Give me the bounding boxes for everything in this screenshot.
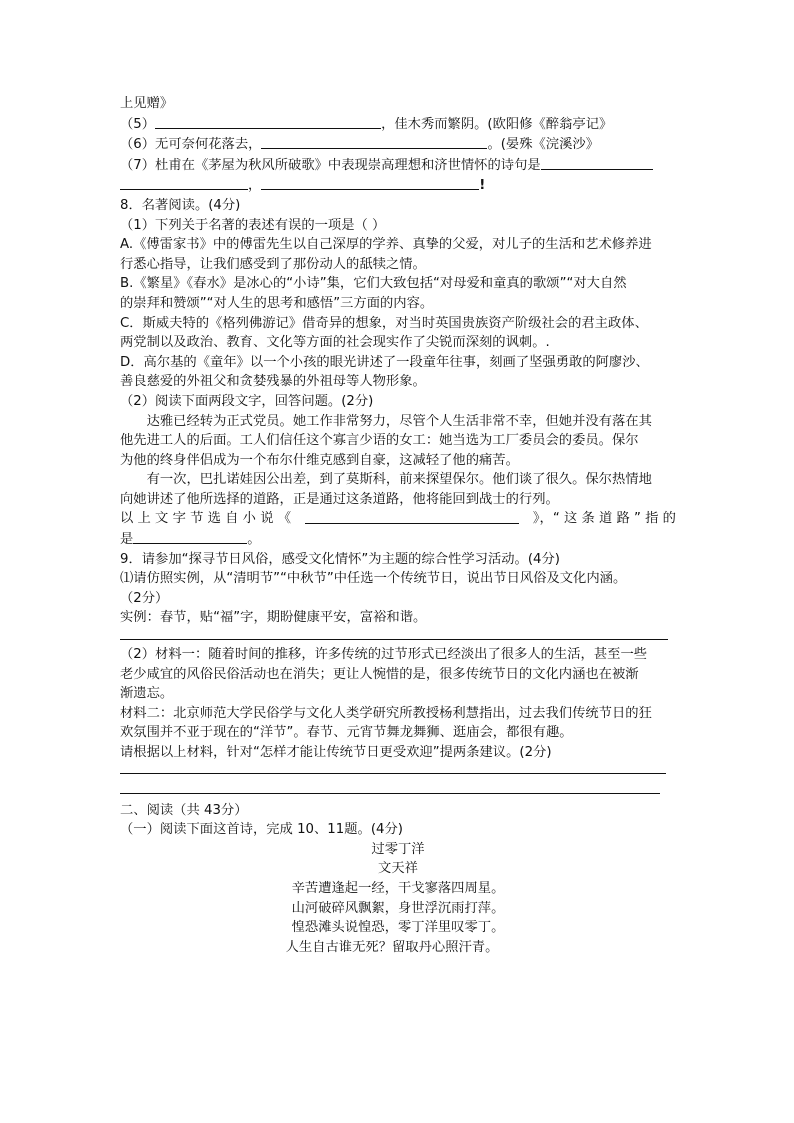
q7-item-5: （5） ，佳木秀而繁阴。(欧阳修《醉翁亭记》 — [120, 114, 676, 135]
q7-tail: 上见赠》 — [120, 96, 174, 111]
material-two-cont: 欢氛围并不亚于现在的“洋节”。春节、元宵节舞龙舞狮、逛庙会，都很有趣。 — [120, 725, 573, 741]
passage-line: 达雅已经转为正式党员。她工作非常努力，尽管个人生活非常不幸，但她并没有落在其 — [146, 413, 652, 429]
q7-item-7-cont: ， ! — [120, 175, 676, 196]
q7-item-7: （7）杜甫在《茅屋为秋风所破歌》中表现崇高理想和济世情怀的诗句是 — [120, 155, 676, 176]
poem-line: 辛苦遭逢起一经，干戈寥落四周星。 — [291, 880, 505, 896]
q9-sub1: ⑴请仿照实例，从“清明节”“中秋节”中任选一个传统节日，说出节日风俗及文化内涵。 — [120, 571, 627, 587]
q8-title: 8．名著阅读。(4分) — [120, 197, 241, 213]
passage-line: 有一次，巴扎诺娃因公出差，到了莫斯科，前来探望保尔。他们谈了很久。保尔热情地 — [146, 472, 652, 488]
q8-option-b-cont: 的崇拜和赞颂”“对人生的思考和感悟”三方面的内容。 — [120, 295, 434, 311]
q8-option-d-cont: 善良慈爱的外祖父和贪婪残暴的外祖母等人物形象。 — [120, 374, 426, 390]
answer-blank[interactable] — [120, 175, 248, 190]
material-one-cont: 渐遗忘。 — [120, 686, 174, 702]
poem-title: 过零丁洋 — [371, 841, 425, 857]
q8-sub2: （2）阅读下面两段文字，回答问题。(2分) — [120, 393, 374, 409]
q8-option-c[interactable]: C．斯威夫特的《格列佛游记》借奇异的想象，对当时英国贵族资产阶级社会的君主政体、 — [120, 315, 648, 331]
answer-blank[interactable] — [261, 175, 479, 190]
answer-blank[interactable] — [541, 155, 653, 170]
q8-sub1: （1）下列关于名著的表述有误的一项是（ ） — [120, 217, 386, 233]
poem-line: 山河破碎风飘絮，身世浮沉雨打萍。 — [291, 900, 505, 916]
passage-line: 他先进工人的后面。工人们信任这个寡言少语的女工：她当选为工厂委员会的委员。保尔 — [120, 433, 639, 449]
answer-blank[interactable] — [133, 529, 247, 544]
material-one-cont: 老少咸宜的风俗民俗活动也在消失；更让人惋惜的是，很多传统节日的文化内涵也在被渐 — [120, 666, 639, 682]
answer-blank[interactable] — [261, 134, 487, 149]
q7-item-6: （6）无可奈何花落去， 。(晏殊《浣溪沙》 — [120, 134, 676, 155]
q8-fill-line-cont: 是 。 — [120, 529, 676, 550]
passage-line: 为他的终身伴侣成为一个布尔什维克感到自豪，这减轻了他的痛苦。 — [120, 452, 519, 468]
q9-title: 9．请参加“探寻节日风俗，感受文化情怀”为主题的综合性学习活动。(4分) — [120, 551, 560, 567]
poem-author: 文天祥 — [378, 861, 418, 877]
q8-fill-line: 以 上 文 字 节 选 自 小 说 《 》，“ 这 条 道 路 ” 指 的 — [120, 511, 676, 527]
section-two-sub1: （一）阅读下面这首诗，完成 10、11题。(4分) — [120, 822, 403, 838]
poem-line: 惶恐滩头说惶恐，零丁洋里叹零丁。 — [291, 920, 505, 936]
passage-line: 向她讲述了他所选择的道路，正是通过这条道路，他将能回到战士的行列。 — [120, 491, 559, 507]
answer-blank[interactable] — [155, 114, 381, 129]
q8-option-a[interactable]: A.《傅雷家书》中的傅雷先生以自己深厚的学养、真挚的父爱，对儿子的生活和艺术修养进 — [120, 237, 652, 253]
novel-title-blank[interactable] — [305, 509, 519, 524]
poem-line: 人生自古谁无死？留取丹心照汗青。 — [285, 939, 499, 955]
section-two-title: 二、阅读（共 43分） — [120, 802, 248, 818]
material-two: 材料二：北京师范大学民俗学与文化人类学研究所教授杨利慧指出，过去我们传统节日的狂 — [120, 705, 652, 721]
q8-option-b[interactable]: B.《繁星》《春水》是冰心的“小诗”集，它们大致包括“对母爱和童真的歌颂”“对大自然 — [120, 276, 627, 292]
q8-option-c-cont: 两党制以及政治、教育、文化等方面的社会现实作了尖锐而深刻的讽刺。. — [120, 335, 550, 351]
q9-sub1-cont: （2分） — [120, 590, 169, 606]
q9-ask: 请根据以上材料，针对“怎样才能让传统节日更受欢迎”提两条建议。(2分) — [120, 745, 552, 760]
q8-option-a-cont: 行悉心指导，让我们感受到了那份动人的舐犊之情。 — [120, 256, 426, 272]
q8-option-d[interactable]: D．高尔基的《童年》以一个小孩的眼光讲述了一段童年往事，刻画了坚强勇敢的阿廖沙、 — [120, 354, 649, 370]
q9-example: 实例：春节，贴“福”字，期盼健康平安，富裕和谐。 — [120, 610, 427, 626]
exam-page — [120, 94, 676, 957]
material-one: （2）材料一：随着时间的推移，许多传统的过节形式已经淡出了很多人的生活，甚至一些 — [120, 647, 648, 663]
